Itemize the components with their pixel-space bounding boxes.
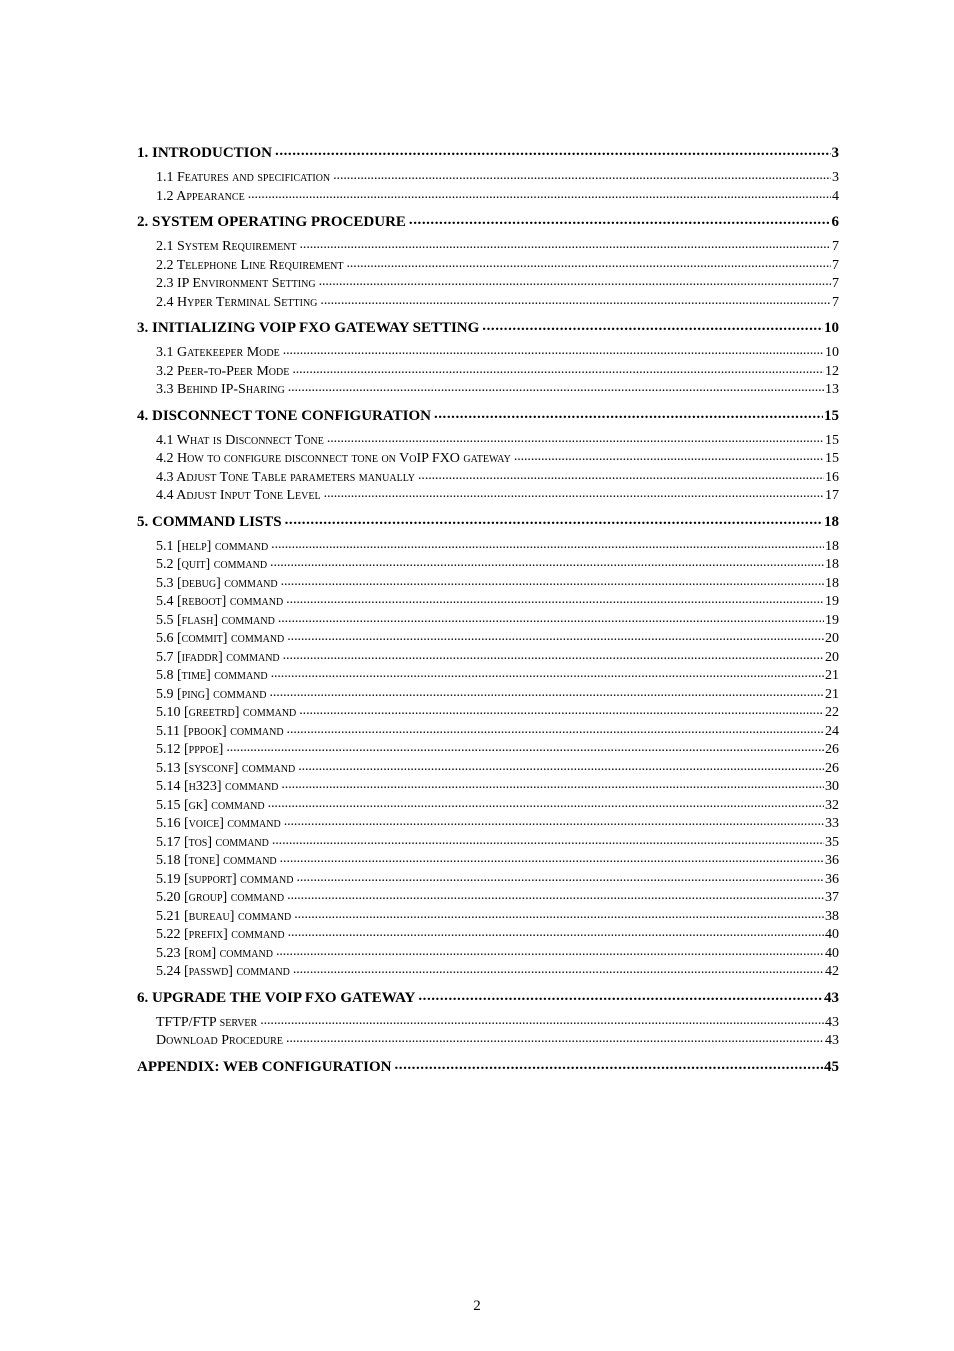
toc-entry-title: 5.4 [reboot] command — [156, 594, 284, 609]
dot-leader — [298, 758, 824, 777]
toc-chapter-entry[interactable] — [137, 318, 839, 338]
toc-entry-title: 5. COMMAND LISTS — [137, 513, 282, 530]
toc-entry-title: 5.24 [passwd] command — [156, 964, 290, 979]
toc-entry-page: 7 — [832, 276, 839, 291]
toc-entry-page: 6 — [831, 214, 839, 230]
toc-section — [137, 406, 839, 506]
page-number: 2 — [473, 1298, 481, 1314]
toc-entry-title: 5.9 [ping] command — [156, 686, 267, 702]
toc-entry-page: 3 — [832, 170, 839, 185]
toc-chapter-entry[interactable] — [137, 212, 839, 232]
toc-entry-title: 5.16 [voice] command — [156, 816, 281, 831]
dot-leader — [292, 361, 824, 380]
dot-leader — [283, 647, 824, 666]
toc-entry-page: 40 — [825, 927, 839, 942]
toc-entry-title: 6. UPGRADE THE VOIP FXO GATEWAY — [137, 989, 416, 1006]
toc-chapter-entry[interactable] — [137, 143, 839, 163]
toc-entry-page: 19 — [825, 594, 839, 609]
toc-entry-title: 5.21 [bureau] command — [156, 908, 292, 924]
toc-entry-page: 15 — [825, 451, 839, 466]
dot-leader — [287, 721, 824, 740]
toc-entry-page: 17 — [825, 488, 839, 503]
toc-subsection-entry[interactable] — [137, 188, 839, 207]
toc-subsection-list — [137, 432, 839, 506]
dot-leader — [324, 485, 824, 504]
table-of-contents — [137, 143, 839, 1077]
dot-leader — [287, 887, 824, 906]
dot-leader — [281, 573, 824, 592]
dot-leader — [271, 536, 824, 555]
dot-leader — [284, 813, 824, 832]
dot-leader — [286, 1030, 824, 1049]
toc-entry-title: TFTP/FTP server — [156, 1014, 258, 1030]
toc-entry-page: 40 — [825, 945, 839, 961]
dot-leader — [514, 448, 824, 467]
toc-section — [137, 143, 839, 206]
toc-entry-page: 38 — [825, 908, 839, 924]
dot-leader — [434, 404, 823, 424]
toc-subsection-entry[interactable] — [137, 294, 839, 313]
toc-entry-page: 20 — [825, 631, 839, 646]
toc-entry-title: 5.20 [group] command — [156, 890, 285, 905]
dot-leader — [286, 591, 824, 610]
toc-entry-title: 5.23 [rom] command — [156, 945, 273, 961]
dot-leader — [333, 167, 831, 186]
toc-entry-title: 5.14 [h323] command — [156, 779, 279, 794]
dot-leader — [320, 292, 831, 311]
dot-leader — [260, 1012, 824, 1031]
toc-entry-page: 4 — [832, 188, 839, 204]
dot-leader — [296, 869, 824, 888]
dot-leader — [280, 850, 824, 869]
toc-entry-page: 21 — [825, 668, 839, 683]
toc-section — [137, 212, 839, 312]
toc-entry-page: 18 — [824, 513, 839, 530]
toc-entry-page: 43 — [824, 989, 839, 1006]
toc-chapter-entry[interactable] — [137, 1057, 839, 1077]
toc-entry-title: 4.1 What is Disconnect Tone — [156, 432, 324, 448]
toc-entry-page: 36 — [825, 853, 839, 868]
toc-entry-page: 20 — [825, 649, 839, 665]
dot-leader — [294, 906, 824, 925]
toc-entry-page: 15 — [824, 407, 839, 424]
toc-entry-title: 3.2 Peer-to-Peer Mode — [156, 363, 290, 379]
toc-entry-page: 18 — [825, 575, 839, 591]
toc-section — [137, 318, 839, 400]
toc-entry-title: 5.7 [ifaddr] command — [156, 649, 280, 665]
dot-leader — [271, 665, 824, 684]
toc-entry-page: 42 — [825, 964, 839, 979]
toc-entry-page: 24 — [825, 723, 839, 739]
dot-leader — [278, 610, 824, 629]
toc-entry-page: 35 — [825, 834, 839, 850]
toc-entry-title: 3. INITIALIZING VOIP FXO GATEWAY SETTING — [137, 320, 480, 336]
dot-leader — [347, 255, 832, 274]
toc-entry-page: 13 — [825, 382, 839, 397]
toc-entry-title: 1.2 Appearance — [156, 188, 245, 204]
toc-entry-page: 18 — [825, 557, 839, 572]
toc-entry-title: 5.3 [debug] command — [156, 575, 278, 591]
toc-entry-page: 26 — [825, 742, 839, 757]
dot-leader — [281, 776, 824, 795]
toc-entry-title: APPENDIX: WEB CONFIGURATION — [137, 1058, 392, 1075]
toc-entry-page: 15 — [825, 432, 839, 448]
toc-entry-page: 21 — [825, 686, 839, 702]
toc-subsection-list — [137, 1014, 839, 1051]
toc-entry-page: 10 — [825, 345, 839, 360]
toc-subsection-entry[interactable] — [137, 963, 839, 982]
toc-entry-page: 3 — [831, 145, 839, 161]
toc-entry-page: 12 — [825, 363, 839, 379]
dot-leader — [300, 236, 831, 255]
toc-entry-title: 2.2 Telephone Line Requirement — [156, 257, 344, 273]
toc-entry-page: 22 — [825, 705, 839, 720]
toc-entry-title: 2.1 System Requirement — [156, 239, 297, 254]
dot-leader — [288, 379, 824, 398]
toc-entry-page: 7 — [832, 257, 839, 273]
toc-entry-title: 3.3 Behind IP-Sharing — [156, 382, 285, 397]
dot-leader — [418, 986, 823, 1006]
toc-entry-title: 3.1 Gatekeeper Mode — [156, 345, 280, 360]
toc-entry-page: 16 — [825, 469, 839, 485]
toc-entry-title: 5.22 [prefix] command — [156, 927, 285, 942]
toc-entry-page: 32 — [825, 797, 839, 813]
toc-subsection-entry[interactable] — [137, 381, 839, 400]
toc-entry-title: 5.18 [tone] command — [156, 853, 277, 868]
dot-leader — [319, 273, 831, 292]
toc-section — [137, 988, 839, 1051]
toc-entry-title: 1.1 Features and specification — [156, 170, 331, 185]
dot-leader — [327, 430, 824, 449]
toc-entry-title: Download Procedure — [156, 1033, 283, 1048]
toc-entry-page: 10 — [824, 320, 839, 336]
toc-entry-title: 5.19 [support] command — [156, 871, 294, 887]
toc-entry-title: 5.2 [quit] command — [156, 557, 268, 572]
dot-leader — [226, 739, 824, 758]
toc-subsection-list — [137, 538, 839, 982]
toc-entry-page: 45 — [824, 1058, 839, 1075]
toc-subsection-entry[interactable] — [137, 487, 839, 506]
dot-leader — [285, 510, 823, 530]
toc-entry-page: 26 — [825, 760, 839, 776]
dot-leader — [394, 1055, 823, 1075]
dot-leader — [293, 961, 824, 980]
dot-leader — [299, 702, 824, 721]
toc-entry-title: 5.10 [greetrd] command — [156, 705, 297, 720]
toc-entry-page: 43 — [825, 1033, 839, 1048]
dot-leader — [270, 554, 824, 573]
dot-leader — [248, 186, 831, 205]
dot-leader — [275, 141, 830, 161]
dot-leader — [283, 342, 824, 361]
dot-leader — [288, 924, 824, 943]
toc-entry-page: 33 — [825, 816, 839, 831]
toc-chapter-entry[interactable] — [137, 988, 839, 1008]
toc-entry-title: 2.3 IP Environment Setting — [156, 276, 316, 291]
dot-leader — [268, 795, 824, 814]
toc-entry-title: 2.4 Hyper Terminal Setting — [156, 294, 318, 310]
toc-entry-page: 36 — [825, 871, 839, 887]
toc-entry-title: 2. SYSTEM OPERATING PROCEDURE — [137, 214, 406, 230]
toc-entry-title: 5.11 [pbook] command — [156, 723, 284, 739]
toc-entry-page: 37 — [825, 890, 839, 905]
toc-entry-title: 5.8 [time] command — [156, 668, 268, 683]
toc-entry-title: 4.4 Adjust Input Tone Level — [156, 488, 321, 503]
toc-chapter-entry[interactable] — [137, 406, 839, 426]
dot-leader — [409, 210, 831, 230]
toc-entry-title: 5.15 [gk] command — [156, 797, 265, 813]
dot-leader — [272, 832, 824, 851]
toc-subsection-list — [137, 238, 839, 312]
dot-leader — [287, 628, 824, 647]
toc-entry-title: 5.1 [help] command — [156, 538, 269, 554]
toc-entry-title: 5.17 [tos] command — [156, 834, 269, 850]
toc-entry-title: 4. DISCONNECT TONE CONFIGURATION — [137, 407, 431, 424]
dot-leader — [418, 467, 824, 486]
toc-section — [137, 1057, 839, 1077]
toc-entry-title: 5.5 [flash] command — [156, 612, 275, 628]
toc-entry-title: 1. INTRODUCTION — [137, 145, 273, 161]
toc-entry-page: 19 — [825, 612, 839, 628]
toc-subsection-list — [137, 169, 839, 206]
toc-entry-title: 4.2 How to configure disconnect tone on VoIP FXO gateway — [156, 451, 511, 466]
dot-leader — [482, 316, 823, 336]
toc-subsection-entry[interactable] — [137, 1032, 839, 1051]
dot-leader — [270, 684, 825, 703]
toc-entry-title: 5.13 [sysconf] command — [156, 760, 296, 776]
toc-subsection-list — [137, 344, 839, 400]
toc-chapter-entry[interactable] — [137, 512, 839, 532]
toc-entry-page: 18 — [825, 538, 839, 554]
toc-entry-title: 4.3 Adjust Tone Table parameters manually — [156, 469, 416, 485]
toc-entry-page: 30 — [825, 779, 839, 794]
toc-entry-page: 7 — [832, 294, 839, 310]
toc-entry-title: 5.6 [commit] command — [156, 631, 285, 646]
toc-entry-page: 7 — [832, 239, 839, 254]
toc-entry-title: 5.12 [pppoe] — [156, 742, 224, 757]
toc-section — [137, 512, 839, 982]
dot-leader — [276, 943, 824, 962]
toc-entry-page: 43 — [825, 1014, 839, 1030]
